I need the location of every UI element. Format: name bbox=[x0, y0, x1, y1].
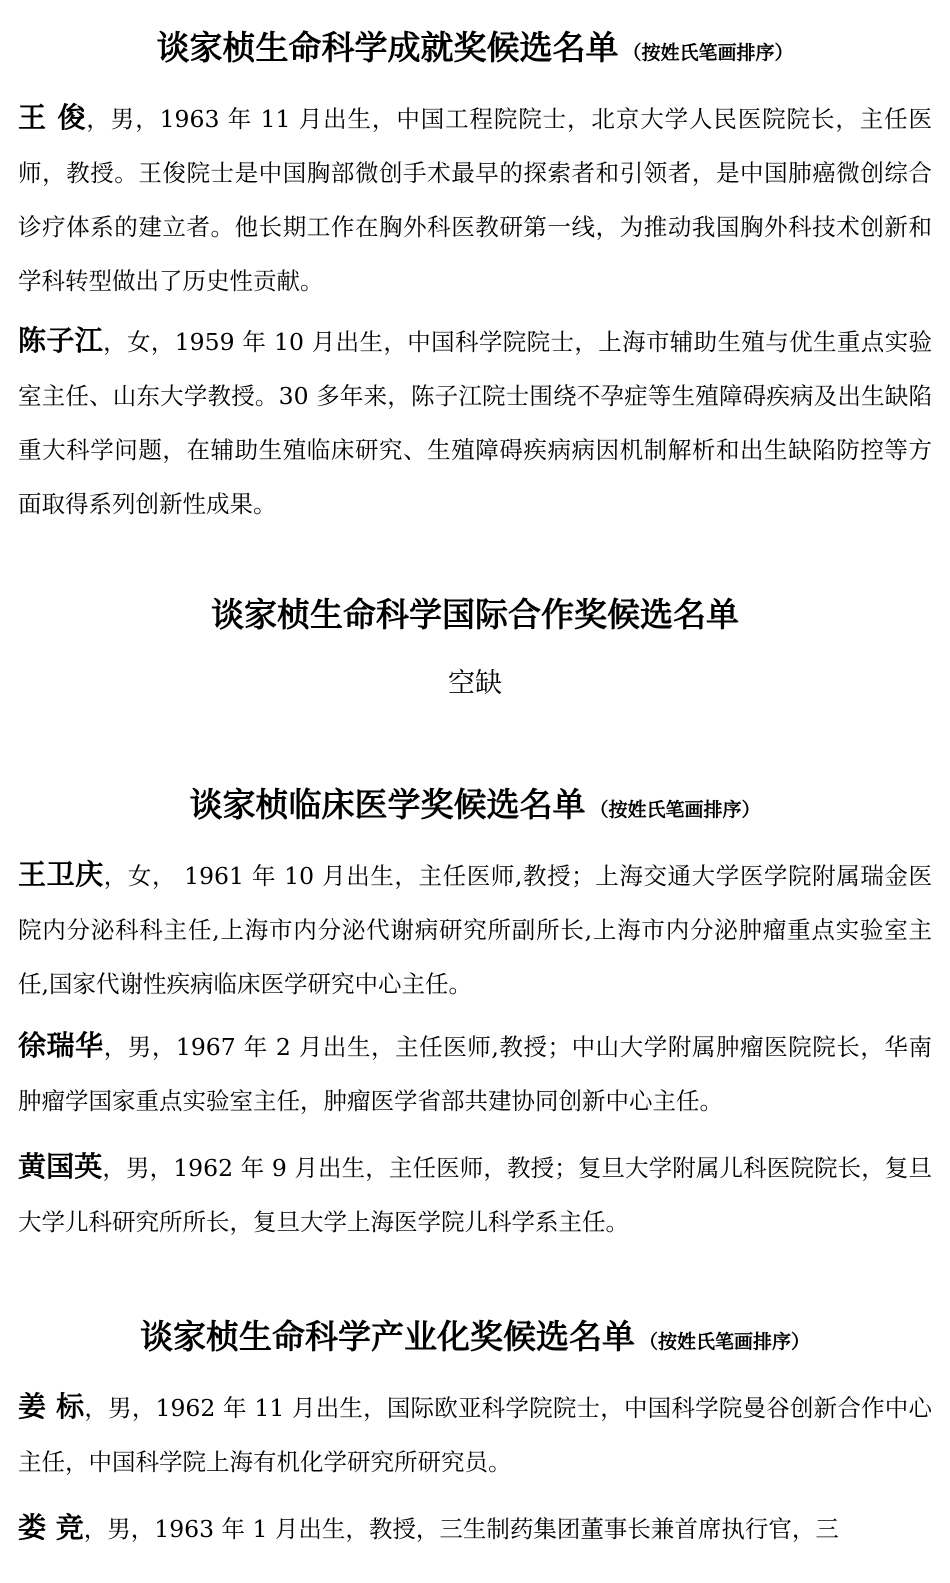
section-title-text: 谈家桢临床医学奖候选名单 bbox=[189, 785, 586, 824]
vacant-notice: 空缺 bbox=[448, 668, 502, 699]
sort-note: （按姓氏笔画排序） bbox=[622, 42, 794, 64]
candidate-description: ，男，1963 年 1 月出生，教授，三生制药集团董事长兼首席执行官，三 bbox=[83, 1515, 839, 1543]
candidate-entry bbox=[18, 91, 932, 308]
candidate-name: 姜 标 bbox=[18, 1390, 85, 1423]
candidate-description: ，男，1962 年 9 月出生，主任医师，教授；复旦大学附属儿科医院院长，复旦大学儿科研究所所长，复旦大学上海医学院儿科学系主任。 bbox=[18, 1154, 932, 1236]
candidate-entry bbox=[18, 848, 932, 1011]
candidate-description: ，女， 1961 年 10 月出生，主任医师,教授；上海交通大学医学院附属瑞金医院内分泌科科主任,上海市内分泌代谢病研究所副所长,上海市内分泌肿瘤重点实验室主任,国家代谢性疾病临床医学研究中心主任。 bbox=[18, 862, 932, 998]
candidate-description: ，男，1963 年 11 月出生，中国工程院院士，北京大学人民医院院长，主任医师，教授。王俊院士是中国胸部微创手术最早的探索者和引领者，是中国肺癌微创综合诊疗体系的建立者。他长期工作在胸外科医教研第一线，为推动我国胸外科技术创新和学科转型做出了历史性贡献。 bbox=[18, 105, 932, 295]
section-title-text: 谈家桢生命科学国际合作奖候选名单 bbox=[211, 595, 739, 634]
candidate-description: ，男，1967 年 2 月出生，主任医师,教授；中山大学附属肿瘤医院院长，华南肿瘤学国家重点实验室主任，肿瘤医学省部共建协同创新中心主任。 bbox=[18, 1033, 932, 1115]
section-title-achievement-award bbox=[0, 28, 950, 73]
section-title-clinical-medicine-award bbox=[0, 785, 950, 830]
section-title-industrialization-award bbox=[0, 1317, 950, 1362]
sort-note: （按姓氏笔画排序） bbox=[638, 1331, 810, 1353]
sort-note: （按姓氏笔画排序） bbox=[589, 799, 761, 821]
candidate-name: 黄国英 bbox=[18, 1150, 103, 1183]
candidate-name: 王卫庆 bbox=[18, 858, 104, 891]
candidate-name: 娄 竞 bbox=[18, 1511, 84, 1544]
section-title-international-cooperation-award bbox=[0, 595, 950, 635]
candidate-description: ，男，1962 年 11 月出生，国际欧亚科学院院士，中国科学院曼谷创新合作中心主任，中国科学院上海有机化学研究所研究员。 bbox=[18, 1394, 932, 1476]
section-title-text: 谈家桢生命科学产业化奖候选名单 bbox=[139, 1317, 635, 1356]
candidate-entry bbox=[18, 314, 932, 531]
candidate-entry bbox=[18, 1380, 932, 1489]
candidate-entry bbox=[18, 1140, 932, 1249]
candidate-name: 陈子江 bbox=[18, 324, 104, 357]
candidate-entry bbox=[18, 1501, 932, 1556]
candidate-name: 徐瑞华 bbox=[18, 1029, 104, 1062]
section-title-text: 谈家桢生命科学成就奖候选名单 bbox=[156, 28, 619, 67]
candidate-entry bbox=[18, 1019, 932, 1128]
candidate-name: 王 俊 bbox=[18, 101, 87, 134]
candidate-description: ，女，1959 年 10 月出生，中国科学院院士，上海市辅助生殖与优生重点实验室主任、山东大学教授。30 多年来，陈子江院士围绕不孕症等生殖障碍疾病及出生缺陷重大科学问题，在辅助生殖临床研究、生殖障碍疾病病因机制解析和出生缺陷防控等方面取得系列创新性成果。 bbox=[18, 328, 932, 518]
